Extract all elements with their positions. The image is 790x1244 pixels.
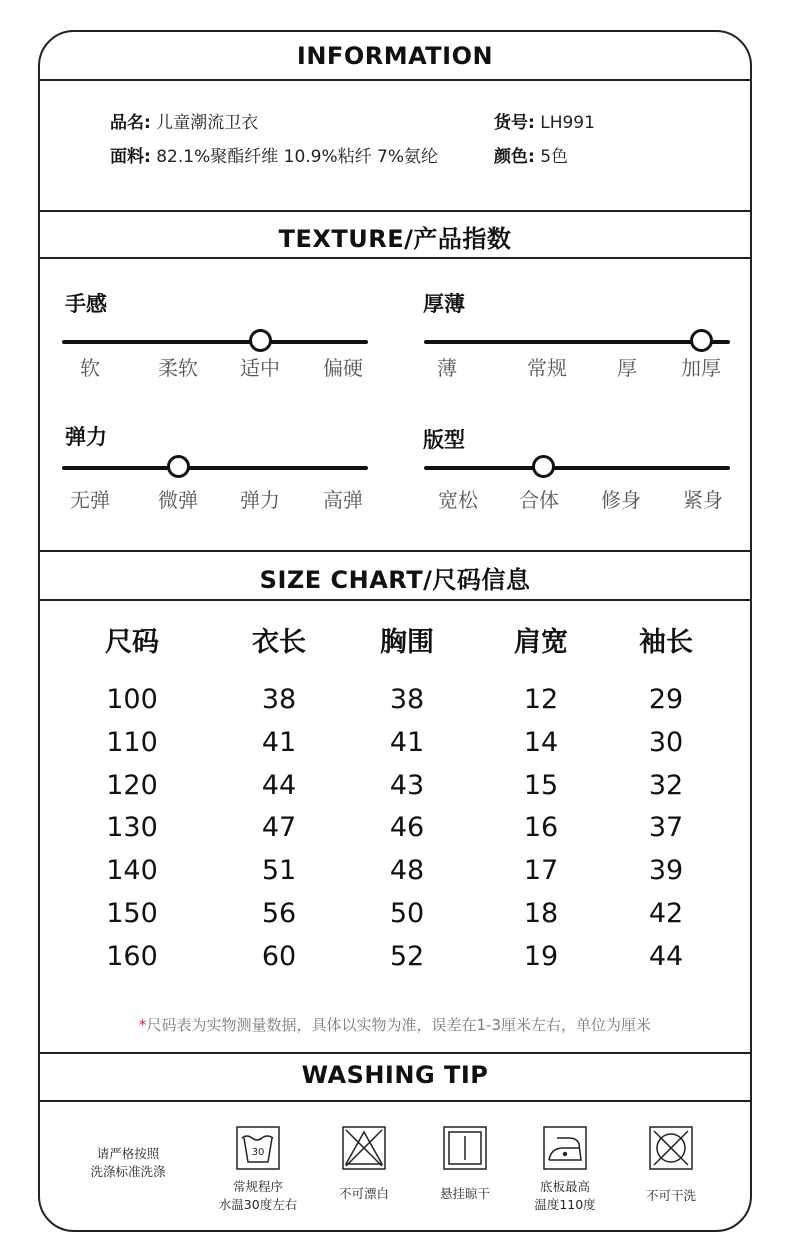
scale-track [424,466,730,470]
size-table-cell: 48 [389,855,425,887]
size-table-cell: 15 [523,769,559,801]
scale-tick: 加厚 [681,356,721,380]
scale-marker [249,329,272,352]
note-text: 尺码表为实物测量数据，具体以实物为准，误差在1-3厘米左右，单位为厘米 [146,1016,651,1034]
size-table-header: 袖长 [639,627,693,658]
scale-marker [532,455,555,478]
size-chart-title: SIZE CHART/尺码信息 [259,566,531,594]
texture-scale-name: 弹力 [65,425,107,449]
scale-tick: 偏硬 [323,356,363,380]
scale-tick: 无弹 [70,488,110,512]
size-table-cell: 150 [106,898,158,929]
colors-value: 5色 [540,147,569,167]
washing-title: WASHING TIP [301,1061,489,1089]
scale-marker [167,455,190,478]
product-name-value: 儿童潮流卫衣 [156,113,259,133]
scale-tick: 宽松 [438,488,478,512]
wash-caption-line: 不可干洗 [645,1188,696,1203]
size-table-cell: 38 [389,684,425,715]
size-note [40,1014,750,1035]
divider [40,257,750,259]
no-dry-clean-icon [649,1126,693,1170]
scale-tick: 柔软 [158,356,198,380]
size-table-cell: 43 [389,769,425,801]
item-number-key: 货号: [494,113,535,133]
divider [40,599,750,601]
item-number [494,108,595,133]
scale-tick: 合体 [519,488,559,512]
size-table-header: 衣长 [252,627,306,658]
size-table-cell: 100 [106,684,158,715]
no-bleach-icon [342,1126,386,1170]
size-table-cell: 19 [523,940,559,972]
size-table-cell: 52 [389,940,425,972]
hang-dry-icon [443,1126,487,1170]
size-table-cell: 37 [648,812,684,844]
size-table-cell: 46 [389,812,425,844]
size-table-cell: 44 [648,940,684,972]
scale-tick: 薄 [437,356,457,380]
size-table-cell: 51 [261,855,297,887]
scale-tick: 修身 [601,488,641,512]
scale-marker [690,329,713,352]
note-asterisk: * [138,1016,147,1034]
scale-tick: 弹力 [240,488,280,512]
washing-intro-line: 洗涤标准洗涤 [90,1164,166,1179]
size-table-cell: 41 [261,726,297,758]
size-table-cell: 42 [648,898,684,929]
information-title: INFORMATION [296,42,494,70]
size-table-cell: 130 [106,812,158,844]
fabric-key: 面料: [110,147,151,167]
divider [40,79,750,81]
scale-tick: 软 [80,356,100,380]
divider [40,1100,750,1102]
size-table-header: 尺码 [105,627,159,658]
colors [494,142,568,167]
size-table-cell: 140 [106,855,158,887]
size-table-header: 胸围 [380,627,434,658]
wash-caption [611,1187,731,1205]
scale-tick: 紧身 [683,488,723,512]
size-table-cell: 41 [389,726,425,758]
wash-caption-line: 常规程序 [232,1179,283,1194]
size-table-cell: 12 [523,684,559,715]
size-table-cell: 38 [261,684,297,715]
wash-caption-line: 不可漂白 [338,1186,389,1201]
wash-caption-line: 悬挂晾干 [439,1186,490,1201]
size-table-cell: 29 [648,684,684,715]
size-table-cell: 110 [106,726,158,758]
scale-tick: 微弹 [158,488,198,512]
divider [40,1052,750,1054]
size-table-cell: 32 [648,769,684,801]
size-table-cell: 14 [523,726,559,758]
wash-temp-badge: 30 [251,1147,265,1158]
texture-title: TEXTURE/产品指数 [278,225,512,253]
divider [40,210,750,212]
fabric-value: 82.1%聚酯纤维 10.9%粘纤 7%氨纶 [156,147,439,167]
divider [40,550,750,552]
size-table-cell: 16 [523,812,559,844]
item-number-value: LH991 [540,113,595,133]
scale-track [62,466,368,470]
product-name-key: 品名: [110,113,151,133]
iron-low-icon [543,1126,587,1170]
info-card [38,30,752,1232]
size-table-cell: 17 [523,855,559,887]
texture-scale-name: 厚薄 [423,292,465,316]
texture-scale-name: 手感 [65,292,107,316]
size-table-cell: 30 [648,726,684,758]
size-table-header: 肩宽 [514,627,568,658]
product-name [110,108,258,133]
scale-tick: 厚 [617,356,637,380]
scale-tick: 适中 [240,356,280,380]
size-table-cell: 56 [261,898,297,929]
size-table-cell: 50 [389,898,425,929]
scale-track [424,340,730,344]
fabric [110,142,438,167]
wash-caption-line: 水温30度左右 [218,1197,298,1212]
wash-caption [505,1178,625,1214]
size-table-cell: 160 [106,940,158,972]
washing-intro [68,1145,188,1181]
colors-key: 颜色: [494,147,535,167]
scale-tick: 高弹 [323,488,363,512]
scale-track [62,340,368,344]
size-table-cell: 60 [261,940,297,972]
size-table-cell: 44 [261,769,297,801]
size-table-cell: 18 [523,898,559,929]
scale-tick: 常规 [527,356,567,380]
wash-caption-line: 底板最高 [539,1179,590,1194]
texture-scale-name: 版型 [423,428,465,452]
size-table-cell: 120 [106,769,158,801]
wash-30-icon [236,1126,280,1170]
size-table-cell: 47 [261,812,297,844]
washing-intro-line: 请严格按照 [96,1146,160,1161]
wash-caption-line: 温度110度 [534,1197,596,1212]
wash-caption [198,1178,318,1214]
size-table-cell: 39 [648,855,684,887]
